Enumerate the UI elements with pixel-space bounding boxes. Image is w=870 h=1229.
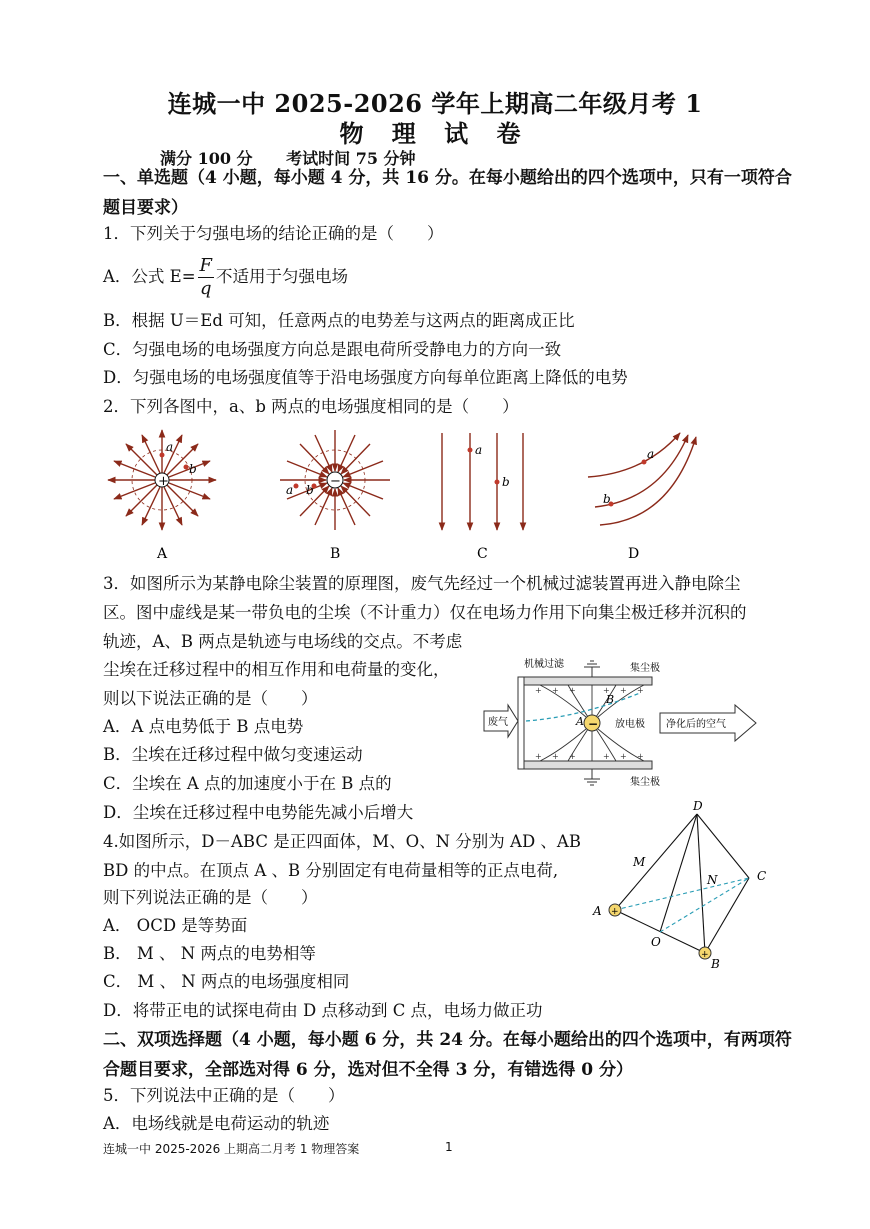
fig-c-point-b: b <box>502 475 510 489</box>
q3-line3: 轨迹，A、B 两点是轨迹与电场线的交点。不考虑 <box>103 632 463 651</box>
q1-option-a <box>103 252 348 302</box>
fraction-denominator: q <box>200 278 212 299</box>
top-collector-plate <box>522 677 652 685</box>
ground-symbol-top <box>584 661 600 677</box>
q3-option-a: A．A 点电势低于 B 点电势 <box>103 717 304 736</box>
point-N: N <box>707 873 718 887</box>
q3-precipitator-figure <box>480 655 770 795</box>
section2-heading-line1: 二、双项选择题（4 小题，每小题 6 分，共 24 分。在每小题给出的四个选项中，有两项符 <box>103 1030 792 1050</box>
q2-stem: 2．下列各图中，a、b 两点的电场强度相同的是（ ） <box>103 397 519 416</box>
svg-text:+: + <box>569 686 576 695</box>
fig-d-point-b: b <box>603 492 611 506</box>
fig-a-plus: + <box>158 474 169 489</box>
point-M: M <box>633 855 646 869</box>
formula-fraction <box>198 255 215 300</box>
q3-line4: 尘埃在迁移过程中的相互作用和电荷量的变化， <box>103 660 450 679</box>
exam-subtitle: 物 理 试 卷 <box>339 119 531 148</box>
q3-option-d: D．尘埃在迁移过程中电势能先减小后增大 <box>103 803 414 822</box>
q3-option-c: C．尘埃在 A 点的加速度小于在 B 点的 <box>103 774 392 793</box>
section1-heading <box>103 163 793 223</box>
ground-symbol-bottom <box>584 769 600 785</box>
svg-text:+: + <box>603 752 610 761</box>
q4-option-c: C． M 、 N 两点的电场强度相同 <box>103 972 350 991</box>
fig-d-curved-field <box>588 433 696 525</box>
q4-line1: 4.如图所示，D－ABC 是正四面体，M、O、N 分别为 AD 、AB <box>103 832 581 851</box>
svg-text:+: + <box>637 752 644 761</box>
exam-time: 考试时间 75 分钟 <box>286 149 416 168</box>
fig-label-a: A <box>157 546 168 562</box>
svg-text:+: + <box>552 686 559 695</box>
q1-stem: 1．下列关于匀强电场的结论正确的是（ ） <box>103 224 444 243</box>
bottom-collector-plate <box>522 761 652 769</box>
svg-text:+: + <box>620 686 627 695</box>
q1-option-c: C．匀强电场的电场强度方向总是跟电荷所受静电力的方向一致 <box>103 340 562 359</box>
svg-text:+: + <box>535 752 542 761</box>
q3-line1: 3．如图所示为某静电除尘装置的原理图，废气先经过一个机械过滤装置再进入静电除尘 <box>103 574 741 593</box>
fig3-collector-top-label: 集尘极 <box>630 663 660 674</box>
q4-option-b: B． M 、 N 两点的电势相等 <box>103 944 316 963</box>
point-O: O <box>651 935 661 949</box>
fraction-numerator: F <box>199 255 213 276</box>
svg-text:+: + <box>535 686 542 695</box>
vertex-B: B <box>711 957 720 971</box>
q4-option-d: D．将带正电的试探电荷由 D 点移动到 C 点，电场力做正功 <box>103 1001 543 1020</box>
fig-label-b: B <box>330 546 341 562</box>
section1-heading-line1: 一、单选题（4 小题，每小题 4 分，共 16 分。在每小题给出的四个选项中，只有一项符合 <box>103 168 792 188</box>
svg-text:+: + <box>569 752 576 761</box>
fig3-filter-label: 机械过滤 <box>524 659 564 670</box>
q4-option-a: A． OCD 是等势面 <box>103 916 248 935</box>
q1-a-prefix: A．公式 E= <box>103 267 196 286</box>
fig-b-point-a: a <box>286 483 294 497</box>
q3-option-b: B．尘埃在迁移过程中做匀变速运动 <box>103 745 363 764</box>
q5-option-a: A．电场线就是电荷运动的轨迹 <box>103 1114 330 1133</box>
svg-text:+: + <box>552 752 559 761</box>
fig3-clean-air-label: 净化后的空气 <box>666 719 726 730</box>
vertex-D: D <box>693 799 703 813</box>
section2-heading-line2: 合题目要求，全部选对得 6 分，选对但不全得 3 分，有错选得 0 分） <box>103 1060 633 1080</box>
svg-text:+: + <box>603 686 610 695</box>
q1-option-b: B．根据 U＝Ed 可知，任意两点的电势差与这两点的距离成正比 <box>103 311 575 330</box>
fig-d-point-a: a <box>647 447 655 461</box>
fig3-point-A: A <box>576 715 584 728</box>
fig-b-minus: − <box>330 474 341 489</box>
fig-c-point-a: a <box>475 443 483 457</box>
discharge-minus: − <box>588 717 599 731</box>
fig-b-point-b: b <box>306 483 314 497</box>
full-score: 满分 100 分 <box>160 149 253 168</box>
vertex-A: A <box>593 904 602 918</box>
fig-a-positive-field <box>108 430 216 530</box>
q5-stem: 5．下列说法中正确的是（ ） <box>103 1086 345 1105</box>
fig-a-point-b: b <box>189 462 197 476</box>
fig-label-c: C <box>477 546 488 562</box>
q4-line3: 则下列说法正确的是（ ） <box>103 888 318 907</box>
page-number: 1 <box>445 1140 453 1154</box>
q4-line2: BD 的中点。在顶点 A 、B 分别固定有电荷量相等的正点电荷, <box>103 861 559 880</box>
fig3-point-B: B <box>606 693 615 706</box>
mechanical-filter <box>518 677 524 769</box>
page-footer: 连城一中 2025-2026 上期高二月考 1 物理答案 <box>103 1142 360 1156</box>
svg-text:+: + <box>637 686 644 695</box>
fig3-exhaust-label: 废气 <box>488 717 508 728</box>
section1-heading-line2: 题目要求） <box>103 198 188 218</box>
q3-line2: 区。图中虚线是某一带负电的尘埃（不计重力）仅在电场力作用下向集尘极迁移并沉积的 <box>103 603 747 622</box>
q4-tetrahedron-figure <box>585 798 785 973</box>
section2-heading <box>103 1025 793 1085</box>
charge-A-plus: + <box>611 907 619 917</box>
fig-c-uniform-field <box>442 433 523 530</box>
fig3-discharge-label: 放电极 <box>615 719 645 730</box>
svg-text:+: + <box>620 752 627 761</box>
charge-B-plus: + <box>701 950 709 960</box>
exam-title: 连城一中 2025-2026 学年上期高二年级月考 1 <box>167 89 703 118</box>
q3-line5: 则以下说法正确的是（ ） <box>103 689 318 708</box>
q2-figures <box>100 425 700 570</box>
q1-a-suffix: 不适用于匀强电场 <box>216 267 349 286</box>
q1-option-d: D．匀强电场的电场强度值等于沿电场强度方向每单位距离上降低的电势 <box>103 368 628 387</box>
fig3-collector-bottom-label: 集尘极 <box>630 777 660 788</box>
fig-b-negative-field <box>280 430 390 530</box>
vertex-C: C <box>757 869 767 883</box>
fig-label-d: D <box>628 546 640 562</box>
fig-a-point-a: a <box>166 440 174 454</box>
